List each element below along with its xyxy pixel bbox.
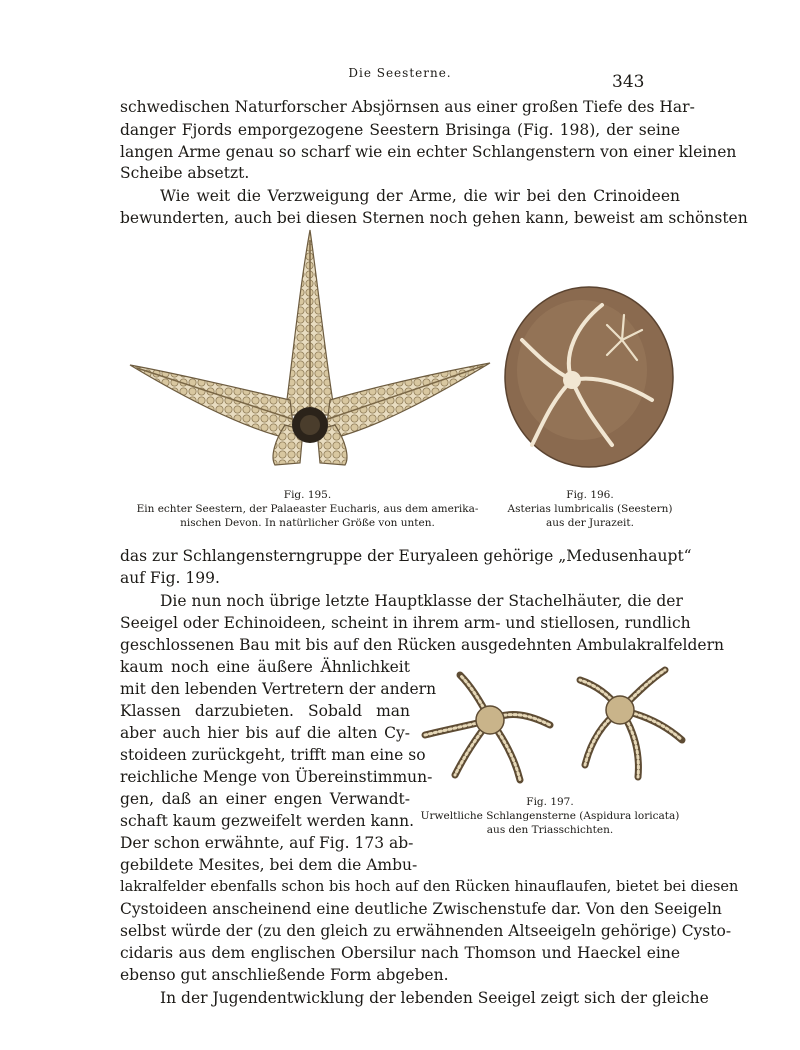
text-line: auf Fig. 199.: [120, 569, 220, 587]
text-line: langen Arme genau so scharf wie ein echter Schlangenstern von einer kleinen: [120, 143, 737, 161]
text-line: Die nun noch übrige letzte Hauptklasse der Stachelhäuter, die der: [160, 592, 683, 610]
text-line: Der schon erwähnte, auf Fig. 173 ab-: [120, 834, 414, 852]
text-line: das zur Schlangensterngruppe der Euryaleen gehörige „Medusenhaupt“: [120, 547, 692, 565]
running-title: Die Seesterne.: [348, 66, 452, 80]
text-line: stoideen zurückgeht, trifft man eine so: [120, 746, 426, 764]
text-line: geschlossenen Bau mit bis auf den Rücken ausgedehnten Ambulakralfeldern: [120, 636, 724, 654]
text-line: schaft kaum gezweifelt werden kann.: [120, 812, 415, 830]
text-line: aber auch hier bis auf die alten Cy-: [120, 724, 410, 742]
text-line: Wie weit die Verzweigung der Arme, die wir bei den Crinoideen: [160, 187, 680, 205]
text-line: mit den lebenden Vertretern der andern: [120, 680, 437, 698]
text-line: danger Fjords emporgezogene Seestern Brisinga (Fig. 198), der seine: [120, 121, 680, 139]
figure-label: Fig. 195.: [283, 489, 332, 501]
fig-197-caption: [415, 795, 685, 837]
text-line: gebildete Mesites, bei dem die Ambu-: [120, 856, 418, 874]
text-line: Cystoideen anscheinend eine deutliche Zwischenstufe dar. Von den Seeigeln: [120, 900, 722, 918]
text-line: reichliche Menge von Übereinstimmun-: [120, 768, 433, 786]
text-line: bewunderten, auch bei diesen Sternen noch gehen kann, beweist am schönsten: [120, 209, 748, 227]
caption-line: nischen Devon. In natürlicher Größe von unten.: [180, 517, 435, 529]
text-line: cidaris aus dem englischen Obersilur nach Thomson und Haeckel eine: [120, 944, 680, 962]
text-line: ebenso gut anschließende Form abgeben.: [120, 966, 449, 984]
fig-196-fossil-slab-illustration: [502, 285, 677, 470]
text-line: Seeigel oder Echinoideen, scheint in ihrem arm- und stiellosen, rundlich: [120, 614, 691, 632]
text-line: selbst würde der (zu den gleich zu erwähnenden Altseeigeln gehörige) Cysto-: [120, 922, 732, 940]
text-line: Klassen darzubieten. Sobald man: [120, 702, 410, 720]
text-line: kaum noch eine äußere Ähnlichkeit: [120, 658, 410, 676]
caption-line: Urweltliche Schlangensterne (Aspidura loricata): [420, 810, 680, 822]
fig-195-starfish-illustration: [125, 225, 495, 475]
page-number: 343: [612, 72, 645, 92]
caption-line: Asterias lumbricalis (Seestern): [507, 503, 673, 515]
text-line: gen, daß an einer engen Verwandt-: [120, 790, 410, 808]
text-line: schwedischen Naturforscher Absjörnsen aus einer großen Tiefe des Har-: [120, 98, 695, 116]
figure-label: Fig. 197.: [526, 796, 574, 808]
text-line: In der Jugendentwicklung der lebenden Seeigel zeigt sich der gleiche: [160, 989, 709, 1007]
caption-line: aus der Jurazeit.: [546, 517, 634, 529]
caption-line: Ein echter Seestern, der Palaeaster Eucharis, aus dem amerika-: [136, 503, 479, 515]
figure-label: Fig. 196.: [566, 489, 614, 501]
fig-195-caption: [120, 488, 495, 530]
caption-line: aus den Triasschichten.: [486, 824, 614, 836]
text-line: lakralfelder ebenfalls schon bis hoch auf den Rücken hinauflaufen, bietet bei diesen: [120, 879, 739, 895]
fig-197-brittle-stars-illustration: [420, 665, 690, 785]
text-line: Scheibe absetzt.: [120, 164, 250, 182]
fig-196-caption: [500, 488, 680, 530]
